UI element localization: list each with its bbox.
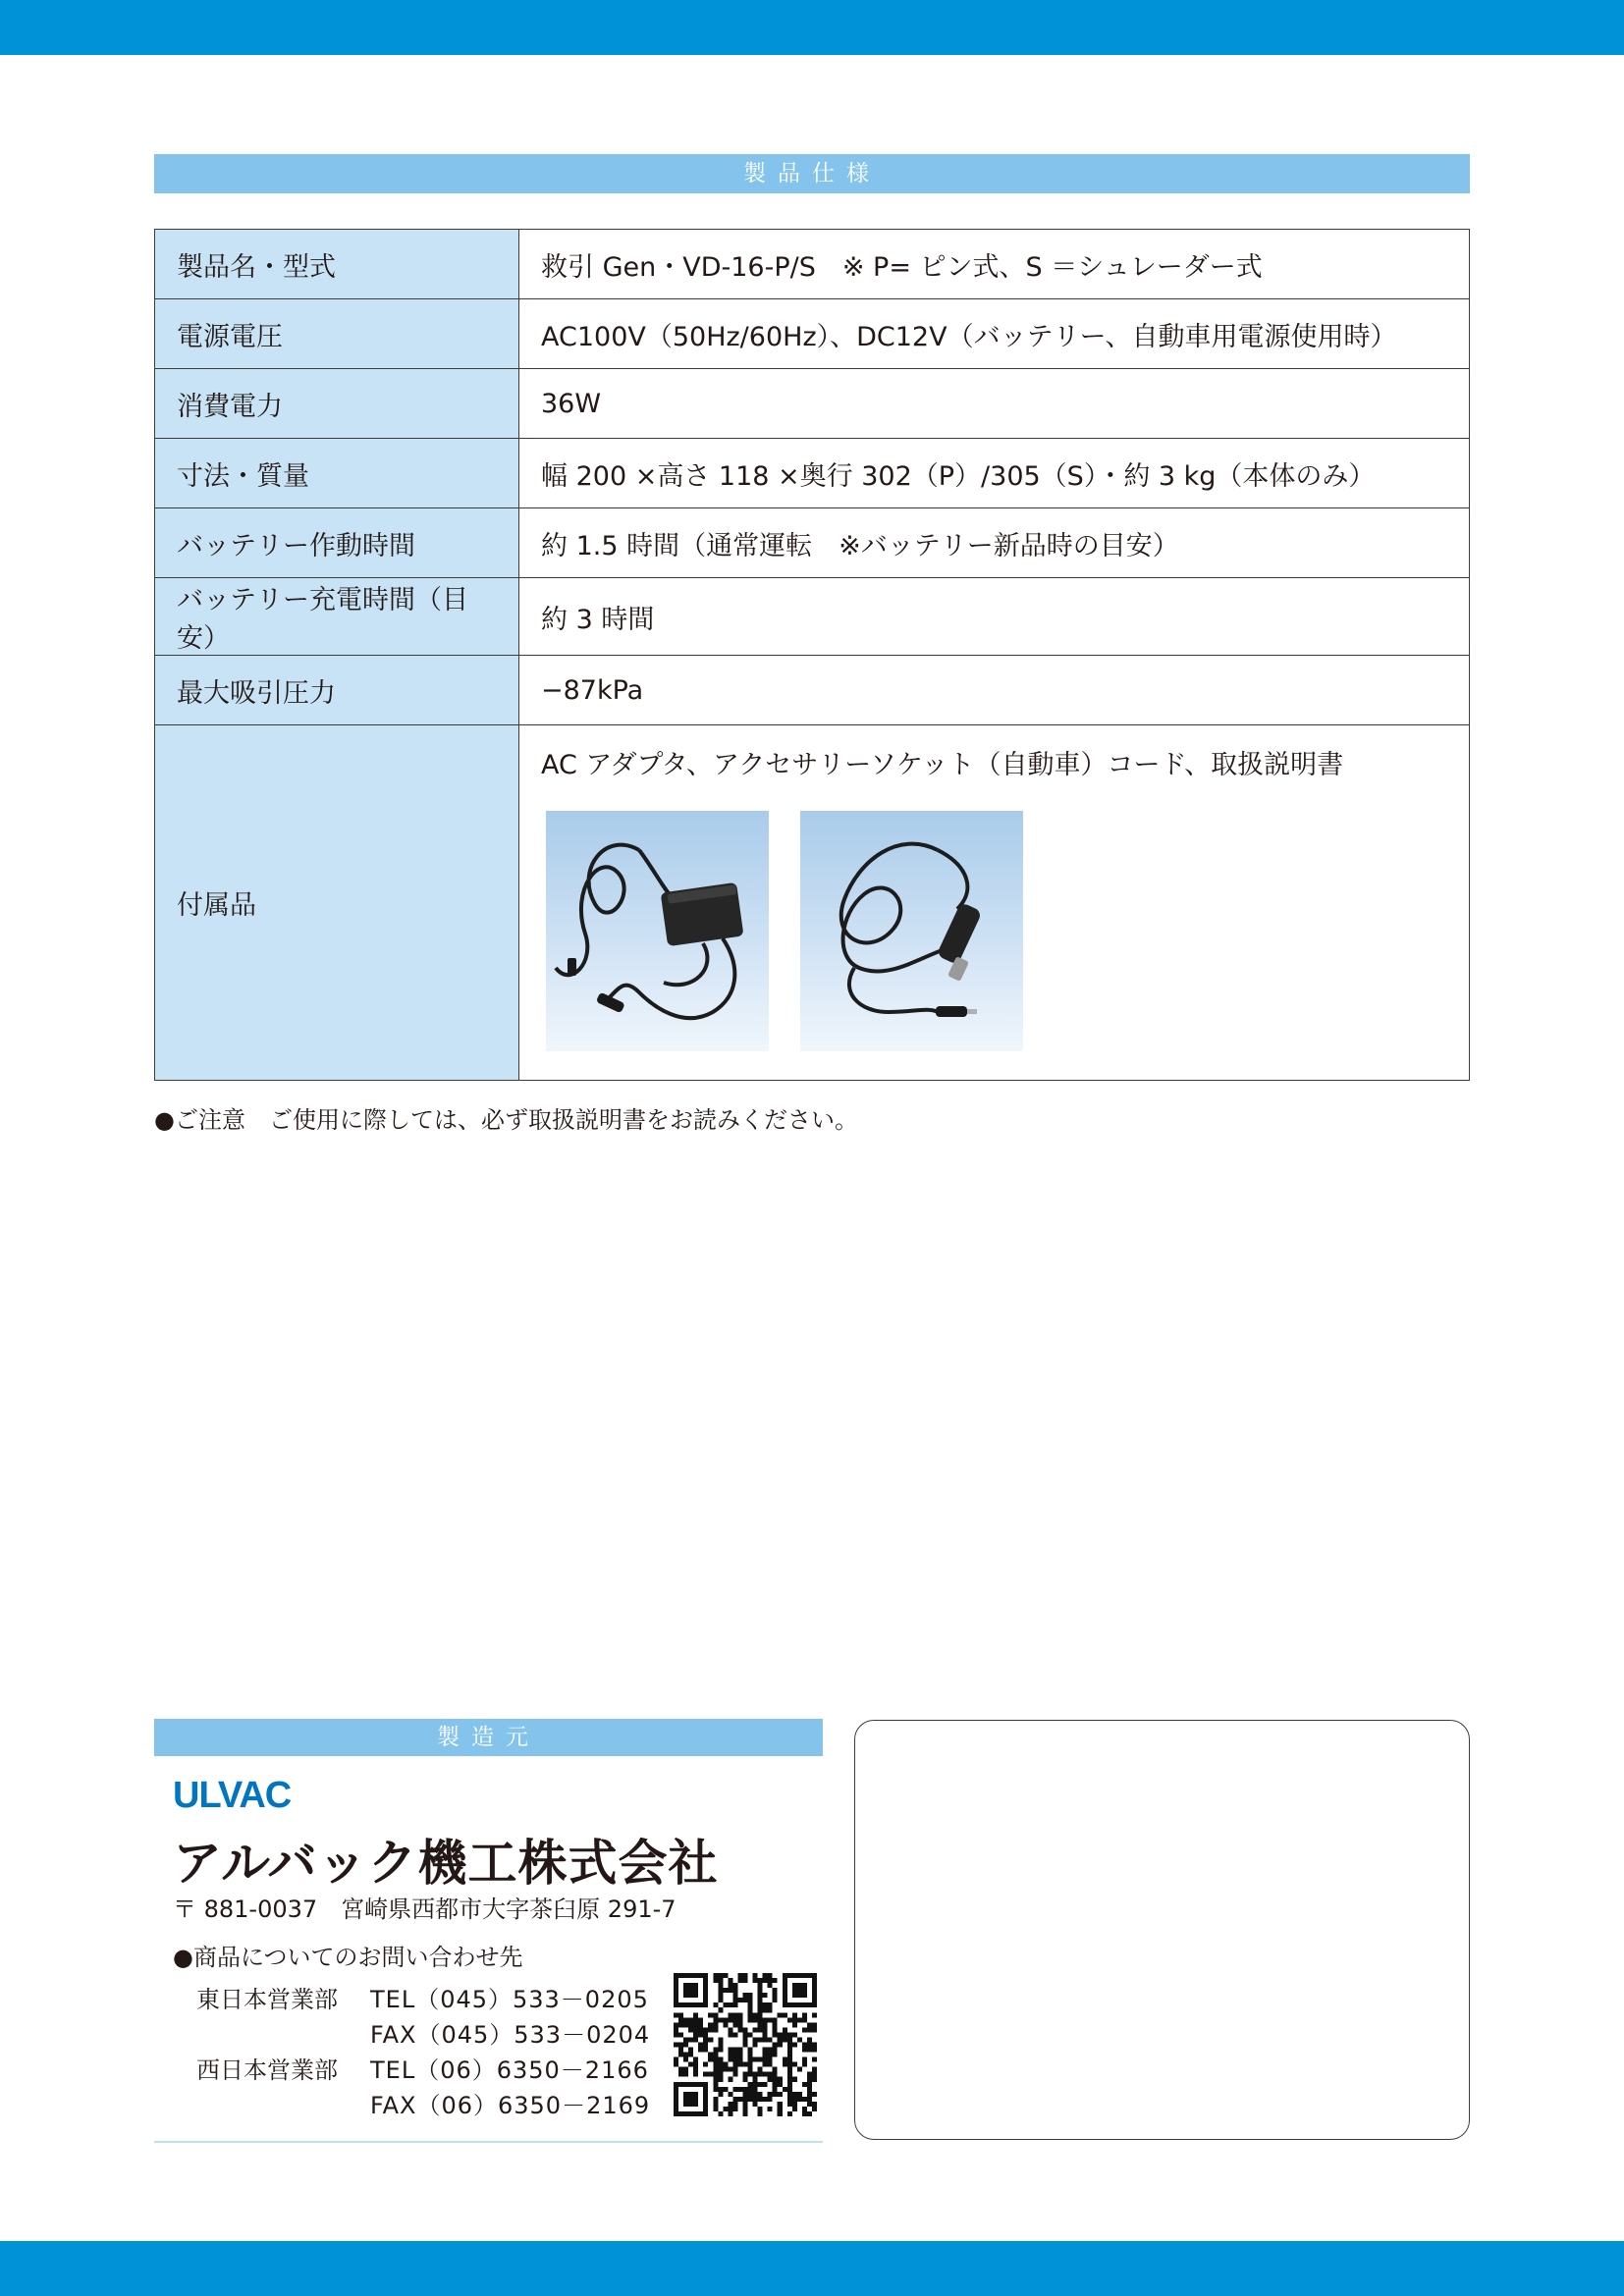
spec-value: 幅 200 ×高さ 118 ×奥行 302（P）/305（S）・約 3 kg（本体のみ）: [519, 439, 1470, 508]
spec-key: バッテリー充電時間（目安）: [155, 578, 519, 656]
spec-heading: 製品仕様: [154, 154, 1470, 193]
spec-value: −87kPa: [519, 656, 1470, 725]
spec-key: バッテリー作動時間: [155, 508, 519, 578]
accessory-photos: [546, 811, 1447, 1051]
spec-row-power: [155, 369, 1470, 439]
spec-key: 付属品: [155, 725, 519, 1081]
spec-table: [154, 229, 1470, 1081]
ac-adapter-image: [546, 811, 769, 1051]
contact-tel-west: TEL（06）6350－2166: [370, 2056, 649, 2084]
spec-row-voltage: [155, 299, 1470, 369]
spec-key: 寸法・質量: [155, 439, 519, 508]
top-band: [0, 0, 1624, 55]
spec-row-battery-time: [155, 508, 1470, 578]
spec-key: 最大吸引圧力: [155, 656, 519, 725]
spec-key: 製品名・型式: [155, 230, 519, 299]
caution-note: ●ご注意 ご使用に際しては、必ず取扱説明書をお読みください。: [154, 1106, 858, 1134]
spec-row-charge-time: [155, 578, 1470, 656]
dealer-stamp-box: [854, 1720, 1470, 2140]
spec-value: 約 1.5 時間（通常運転 ※バッテリー新品時の目安）: [519, 508, 1470, 578]
maker-heading: 製造元: [154, 1719, 823, 1756]
contact-fax-east: FAX（045）533－0204: [370, 2021, 651, 2049]
contact-fax-west: FAX（06）6350－2169: [370, 2092, 651, 2119]
inquiry-heading: ●商品についてのお問い合わせ先: [173, 1944, 523, 1971]
spec-key: 消費電力: [155, 369, 519, 439]
qr-code[interactable]: [674, 1973, 817, 2120]
maker-divider: [154, 2141, 823, 2143]
accessories-text: AC アダプタ、アクセサリーソケット（自動車）コード、取扱説明書: [541, 750, 1344, 780]
ulvac-logo: [173, 1774, 369, 1819]
contact-tel-east: TEL（045）533－0205: [370, 1986, 649, 2013]
spec-value: 36W: [519, 369, 1470, 439]
spec-value: 約 3 時間: [519, 578, 1470, 656]
contact-dept-east: 東日本営業部: [196, 1986, 338, 2013]
company-address: 〒 881-0037 宮崎県西都市大字茶臼原 291-7: [173, 1896, 677, 1923]
spec-row-accessories: [155, 725, 1470, 1081]
bottom-band: [0, 2241, 1624, 2296]
car-socket-cord-image: [800, 811, 1023, 1051]
spec-value: 救引 Gen・VD-16-P/S ※ P= ピン式、S ＝シュレーダー式: [519, 230, 1470, 299]
ulvac-logo-text: ULVAC: [173, 1775, 292, 1815]
spec-row-model: [155, 230, 1470, 299]
contact-dept-west: 西日本営業部: [196, 2056, 338, 2084]
spec-row-max-suction: [155, 656, 1470, 725]
company-name: アルバック機工株式会社: [173, 1835, 719, 1892]
spec-row-dimensions: [155, 439, 1470, 508]
spec-key: 電源電圧: [155, 299, 519, 369]
spec-value: AC100V（50Hz/60Hz）、DC12V（バッテリー、自動車用電源使用時）: [519, 299, 1470, 369]
spec-value: [519, 725, 1470, 1081]
